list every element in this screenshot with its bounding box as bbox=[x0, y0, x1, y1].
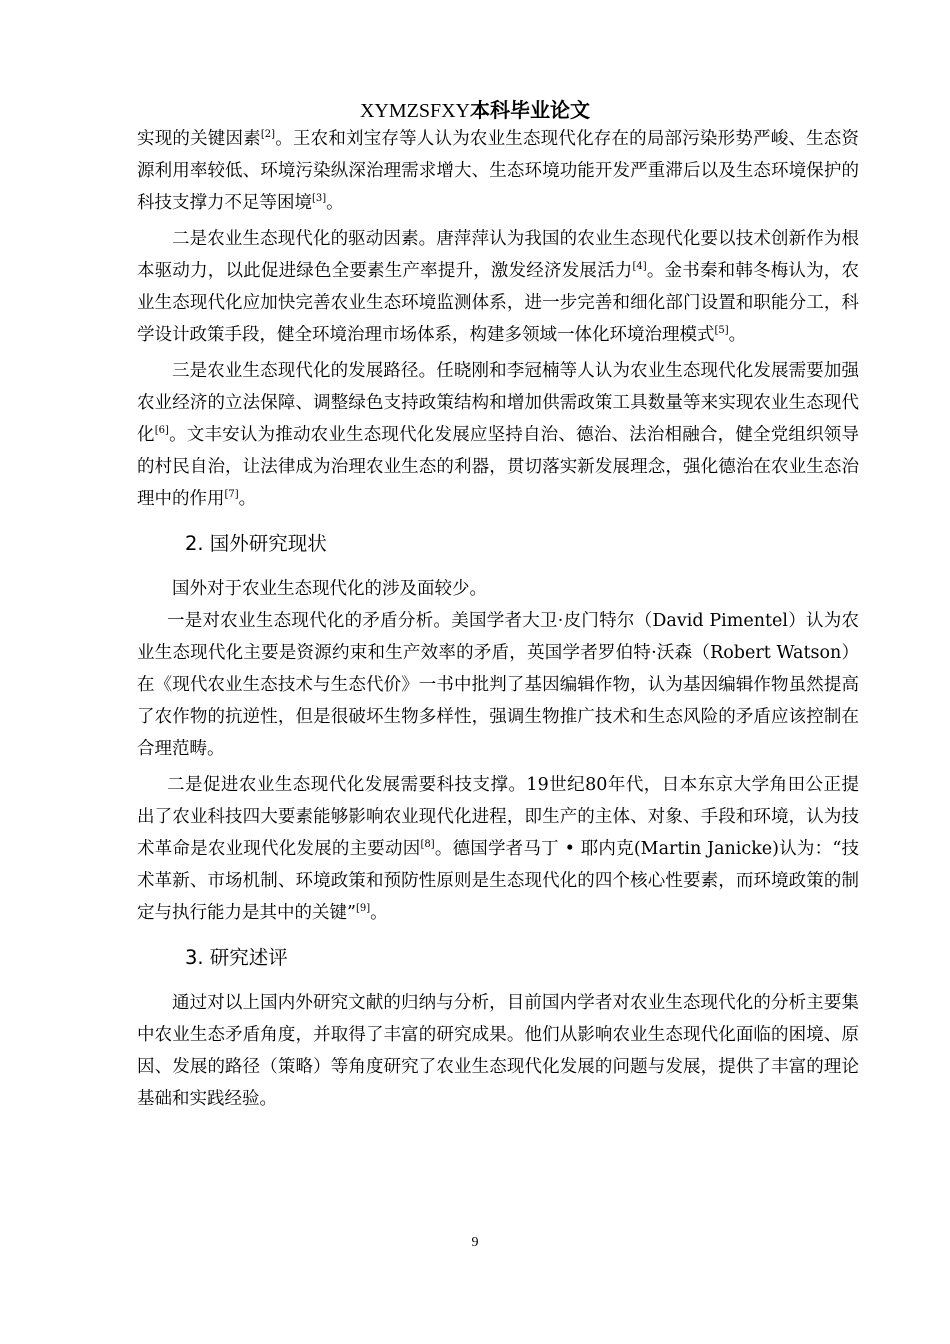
citation-ref: [8] bbox=[420, 839, 435, 850]
section-heading-foreign-status: 2. 国外研究现状 bbox=[185, 532, 327, 555]
citation-ref: [4] bbox=[632, 261, 647, 272]
citation-ref: [6] bbox=[154, 425, 169, 436]
paragraph-7: 通过对以上国内外研究文献的归纳与分析，目前国内学者对农业生态现代化的分析主要集中农业生态矛盾角度，并取得了丰富的研究成果。他们从影响农业生态现代化面临的困境、原因、发展的路径（策略）等角度研究了农业生态现代化发展的问题与发展，提供了丰富的理论基础和实践经验。 bbox=[137, 993, 859, 1109]
page-number: 9 bbox=[471, 1235, 479, 1250]
paragraph-1: 实现的关键因素[2]。王农和刘宝存等人认为农业生态现代化存在的局部污染形势严峻、生态资源利用率较低、环境污染纵深治理需求增大、生态环境功能开发严重滞后以及生态环境保护的科技支撑力不足等困境[3]。 bbox=[137, 129, 860, 213]
paragraph-4: 国外对于农业生态现代化的涉及面较少。 bbox=[172, 579, 487, 599]
citation-ref: [7] bbox=[224, 489, 239, 500]
citation-ref: [3] bbox=[312, 193, 327, 204]
page-header bbox=[0, 96, 950, 125]
header-code: XYMZSFXY bbox=[359, 100, 471, 122]
paragraph-6: 二是促进农业生态现代化发展需要科技支撑。19世纪80年代，日本东京大学角田公正提出了农业科技四大要素能够影响农业现代化进程，即生产的主体、对象、手段和环境，认为技术革命是农业现代化发展的主要动因[8]。德国学者马丁 • 耶内克(Martin Janicke)认为：“技术革新、市场机制、环境政策和预防性原则是生态现代化的四个核心性要素，而环境政策的制定与执行能力是其中的关键”[9]。 bbox=[137, 775, 859, 923]
citation-ref: [5] bbox=[714, 325, 729, 336]
header-title: 本科毕业论文 bbox=[470, 98, 591, 122]
paragraph-2: 二是农业生态现代化的驱动因素。唐萍萍认为我国的农业生态现代化要以技术创新作为根本驱动力，以此促进绿色全要素生产率提升，激发经济发展活力[4]。金书秦和韩冬梅认为，农业生态现代化应加快完善农业生态环境监测体系，进一步完善和细化部门设置和职能分工，科学设计政策手段，健全环境治理市场体系，构建多领域一体化环境治理模式[5]。 bbox=[137, 229, 860, 345]
citation-ref: [9] bbox=[355, 903, 371, 914]
citation-ref: [2] bbox=[260, 129, 276, 140]
body-text bbox=[137, 123, 859, 1115]
section-heading-review: 3. 研究述评 bbox=[185, 946, 288, 969]
paragraph-3: 三是农业生态现代化的发展路径。任晓刚和李冠楠等人认为农业生态现代化发展需要加强农业经济的立法保障、调整绿色支持政策结构和增加供需政策工具数量等来实现农业生态现代化[6]。文丰安认为推动农业生态现代化发展应坚持自治、德治、法治相融合，健全党组织领导的村民自治，让法律成为治理农业生态的利器，贯切落实新发展理念，强化德治在农业生态治理中的作用[7]。 bbox=[137, 361, 860, 509]
paragraph-5: 一是对农业生态现代化的矛盾分析。美国学者大卫·皮门特尔（David Pimentel）认为农业生态现代化主要是资源约束和生产效率的矛盾，英国学者罗伯特·沃森（Robert Watson）在《现代农业生态技术与生态代价》一书中批判了基因编辑作物，认为基因编辑作物虽然提高了农作物的抗逆性，但是很破坏生物多样性，强调生物推广技术和生态风险的矛盾应该控制在合理范畴。 bbox=[137, 611, 859, 759]
